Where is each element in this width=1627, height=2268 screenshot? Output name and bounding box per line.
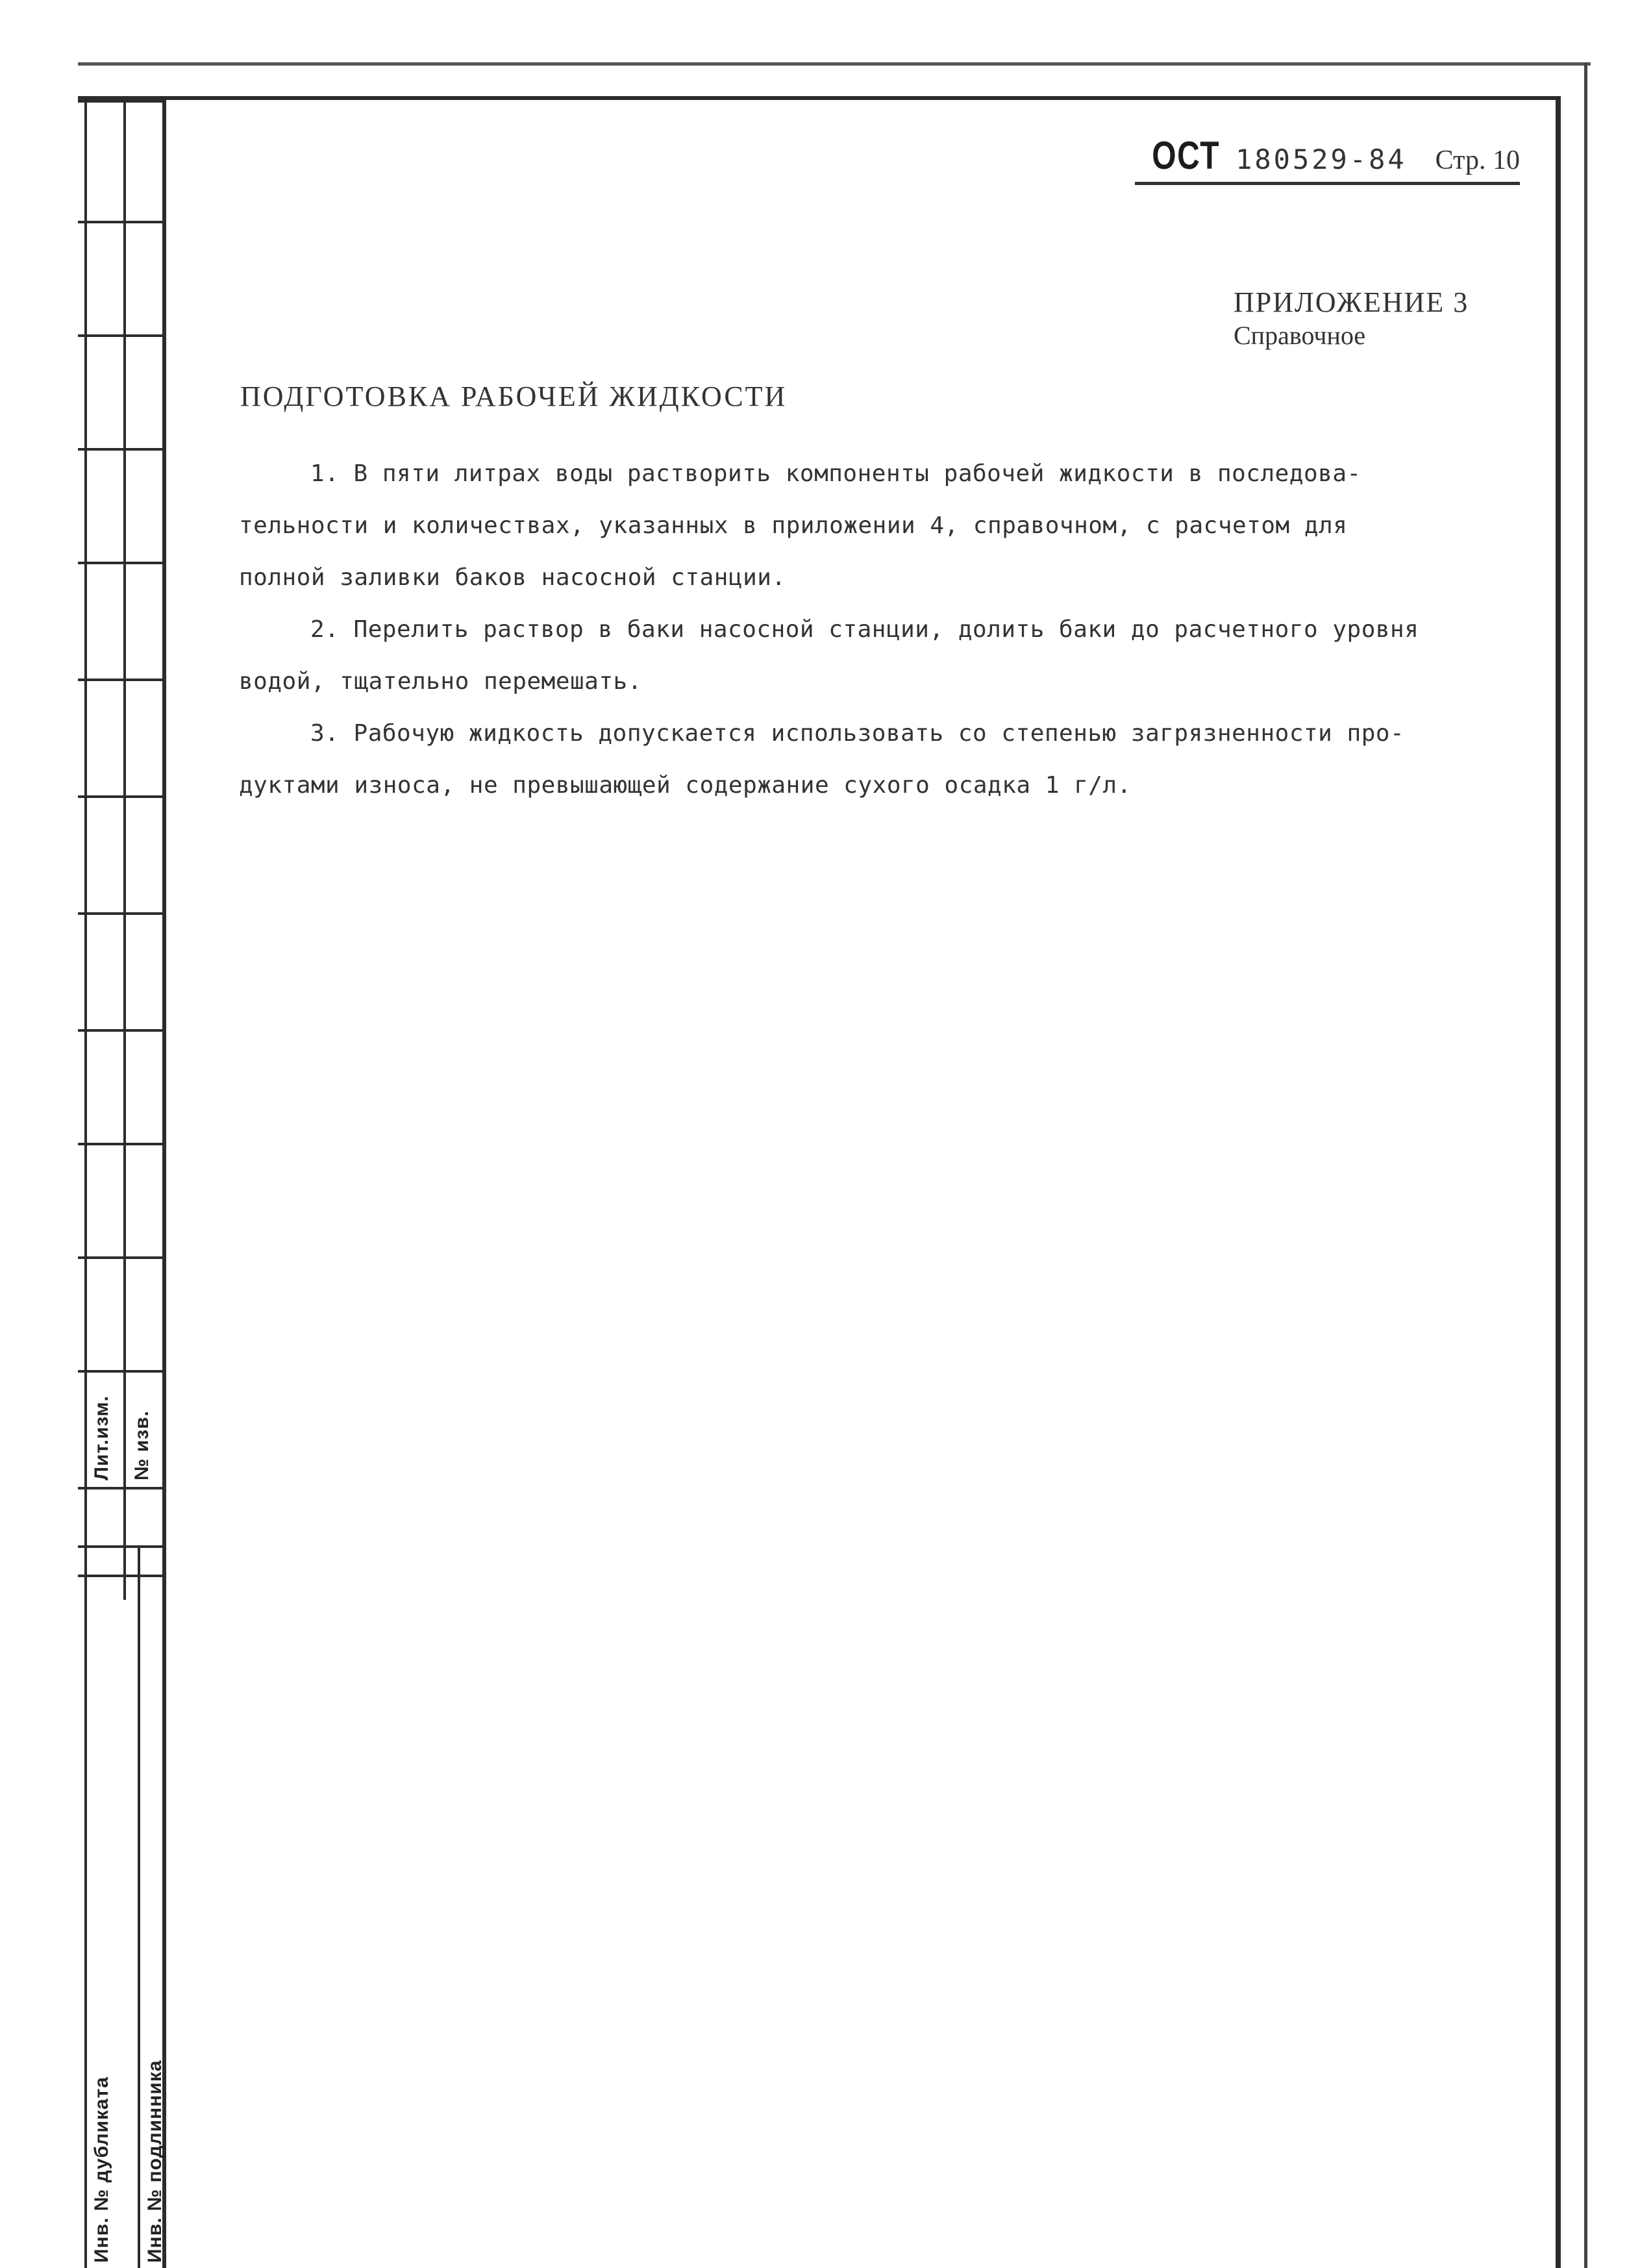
appendix-label: [1234, 286, 1469, 351]
paragraph-3: [239, 708, 1466, 812]
paragraph-1: [239, 448, 1466, 604]
text-line: полной заливки баков насосной станции.: [239, 564, 786, 591]
stamp-label-no-izv: № изв.: [131, 1410, 153, 1480]
stamp-grid-row: [78, 1545, 166, 1548]
stamp-grid-row: [78, 795, 166, 798]
stamp-grid-row: [78, 679, 166, 681]
stamp-grid-row: [78, 1487, 166, 1489]
text-line: дуктами износа, не превышающей содержание сухого осадка 1 г/л.: [239, 772, 1132, 799]
stamp-grid-row: [78, 1143, 166, 1145]
stamp-grid-line: [84, 100, 87, 1600]
stamp-grid-line: [123, 100, 126, 1600]
frame-right-outer-border: [1584, 62, 1587, 2268]
stamp-grid-line: [84, 1545, 87, 2268]
text-line: 1. В пяти литрах воды растворить компоненты рабочей жидкости в последова-: [310, 460, 1361, 487]
document-number: 180529-84: [1236, 143, 1407, 175]
stamp-grid-row: [78, 912, 166, 915]
frame-right-border: [1556, 96, 1561, 2268]
text-line: водой, тщательно перемешать.: [239, 668, 642, 695]
appendix-title: ПРИЛОЖЕНИЕ 3: [1234, 286, 1469, 318]
stamp-grid-row: [78, 1575, 166, 1577]
paragraph-2: [239, 604, 1466, 708]
standard-mark: ОСТ: [1152, 134, 1221, 177]
text-line: 2. Перелить раствор в баки насосной станции, долить баки до расчетного уровня: [310, 616, 1419, 643]
stamp-grid-row: [78, 1029, 166, 1032]
stamp-grid-row: [78, 100, 166, 103]
stamp-grid-row: [78, 221, 166, 223]
appendix-subtitle: Справочное: [1234, 320, 1366, 350]
document-designation: [1135, 133, 1520, 185]
stamp-grid-row: [78, 1370, 166, 1373]
stamp-grid-row: [78, 562, 166, 564]
stamp-label-inv-dubl: Инв. № дубликата: [91, 2076, 112, 2263]
text-line: тельности и количествах, указанных в приложении 4, справочном, с расчетом для: [239, 512, 1348, 539]
stamp-label-lit-izm: Лит.изм.: [91, 1395, 112, 1480]
stamp-grid-line: [138, 1545, 140, 2268]
stamp-grid-row: [78, 448, 166, 451]
stamp-grid-line: [162, 100, 166, 2268]
text-line: 3. Рабочую жидкость допускается использовать со степенью загрязненности про-: [310, 720, 1405, 747]
frame-top-border: [78, 96, 1558, 100]
page-number: Стр. 10: [1435, 145, 1520, 175]
stamp-label-inv-podl: Инв. № подлинника: [144, 2060, 166, 2263]
stamp-grid-row: [78, 334, 166, 337]
section-heading: ПОДГОТОВКА РАБОЧЕЙ ЖИДКОСТИ: [240, 380, 788, 412]
body-text: [239, 448, 1466, 812]
top-rule: [78, 62, 1591, 66]
stamp-grid-row: [78, 1256, 166, 1259]
